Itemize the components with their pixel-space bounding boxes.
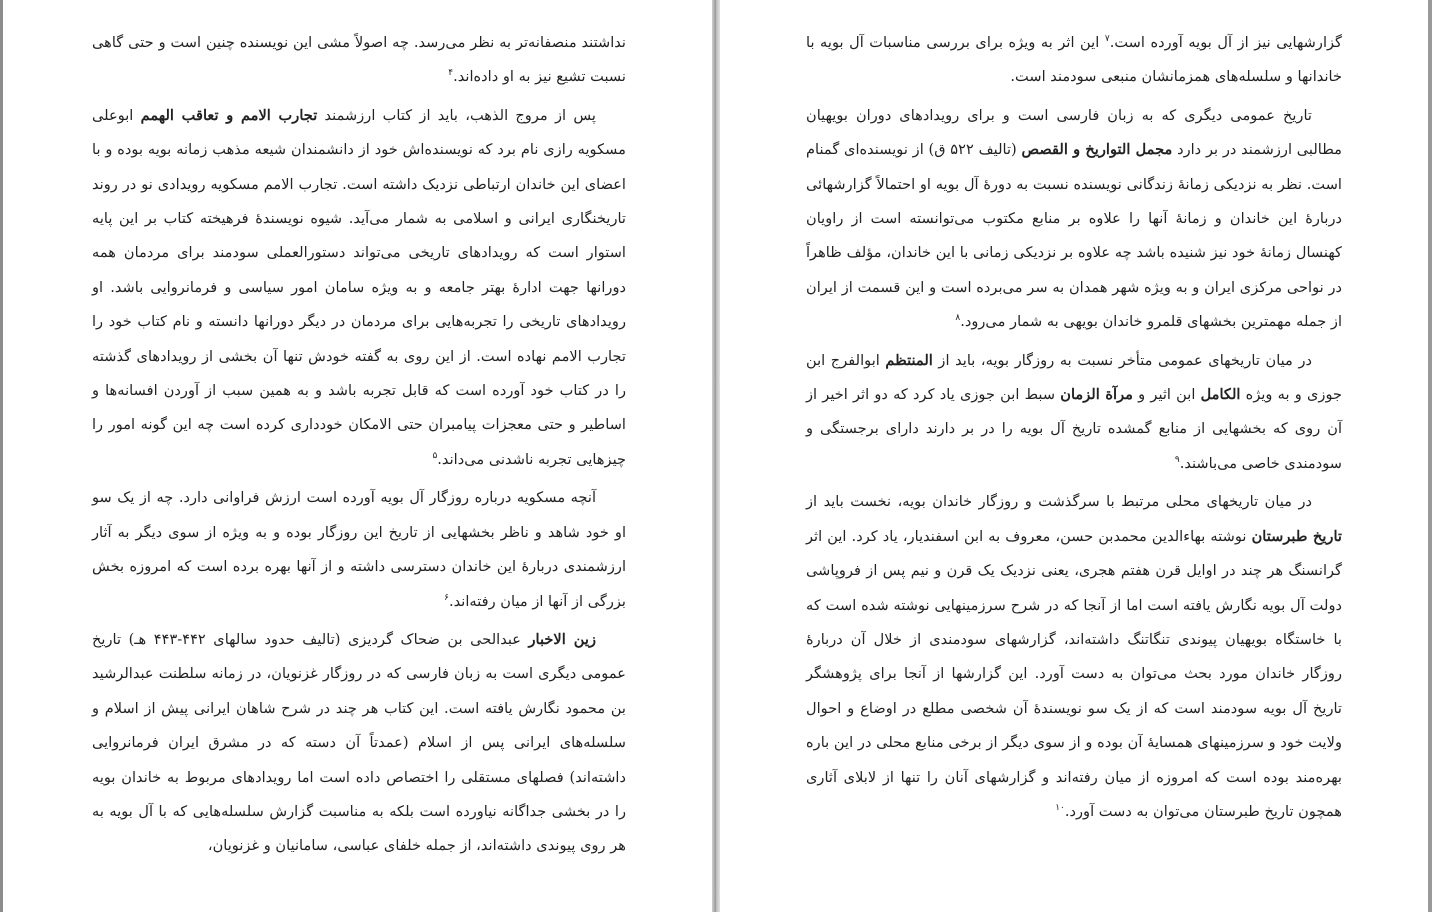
paragraph — [806, 99, 1342, 340]
text-run: این اثر به ویژه برای بررسی مناسبات آل بویه با خاندانها و سلسله‌های همزمانشان منبعی سودمند است. — [806, 34, 1342, 86]
footnote-ref: ۹ — [1174, 455, 1180, 466]
text-run: گزارشهایی نیز از آل بویه آورده است. — [1109, 34, 1343, 51]
text-run: نوشته بهاءالدین محمدبن حسن، معروف به ابن اسفندیار، یاد کرد. این اثر گرانسنگ هر چند در اوایل قرن هفتم هجری، یعنی نزدیک یک قرن و نیم پس از فروپاشی دولت آل بویه نگارش یافته است اما از آنجا که در شرح سرزمینهایی نوشته شده است که با خاستگاه بویهیان پیوندی تنگاتنگ داشته‌اند، گزارشهای سودمندی از خلال آن دربارهٔ روزگار خاندان مورد بحث می‌توان به دست آورد. این گزارشها از آنجا برای پژوهشگر تاریخ آل بویه سودمند است که از یک سو نویسندهٔ آن شخصی مطلع در اوضاع و احوال ولایت خود و سرزمینهای همسایهٔ آن بوده و از سوی دیگر از برخی منابع محلی در این باره بهره‌مند بوده است که امروزه از میان رفته‌اند و گزارشهای آنان را تنها از لابلای آثاری همچون تاریخ طبرستان می‌توان به دست آورد. — [806, 527, 1342, 820]
text-run: سبط ابن جوزی یاد کرد که دو اثر اخیر از آن روی که بخشهایی از منابع گمشده تاریخ آل بویه را در بر دارند دارای برجستگی و سودمندی خاصی می‌باشند. — [806, 386, 1342, 472]
text-run: ابوعلی مسکویه رازی نام برد که نویسنده‌اش خود از دانشمندان شیعه مذهب زمانه بویه بوده و با اعضای این خاندان ارتباطی نزدیک داشته است. تجارب الامم مسکویه رویدادی نو در روند تاریخنگاری ایرانی و اسلامی به شمار می‌آید. شیوه نویسندهٔ فرهیخته کتاب بر این پایه استوار است که رویدادهای تاریخی می‌تواند دستورالعملی سودمند برای مردمان همه دورانها جهت ادارهٔ بهتر جامعه و به ویژه سامان امور سیاسی و فرمانروایی باشد. او رویدادهای تاریخی را تجربه‌هایی برای مردمان در دیگر دورانها دانسته و نام کتاب خود را تجارب الامم نهاده است. از این روی به گفته خودش تنها آن بخشی از رویدادهای گذشته را در کتاب خود آورده است که قابل تجربه باشد و به همین سبب از آوردن افسانه‌ها و اساطیر و حتی معجزات پیامبران حتی الامکان خودداری کرده است چه این گونه امور را چیزهایی تجربه ناشدنی می‌داند. — [92, 106, 626, 468]
book-title: تجارب الامم و تعاقب الهمم — [140, 106, 318, 124]
paragraph — [92, 99, 626, 477]
footnote-ref: ۷ — [1104, 34, 1110, 45]
paragraph — [806, 485, 1342, 829]
viewer-left-edge — [0, 0, 3, 912]
footnote-ref: ۶ — [444, 592, 449, 603]
book-title: زین الاخبار — [528, 630, 596, 648]
paragraph — [92, 481, 626, 619]
footnote-ref: ۱۰ — [1055, 803, 1065, 814]
footnote-ref: ۵ — [432, 451, 438, 462]
paragraph — [806, 26, 1342, 95]
book-title: مرآة الزمان — [1060, 386, 1133, 404]
footnote-ref: ۴ — [448, 68, 454, 79]
right-page — [806, 26, 1342, 833]
text-run: ابن اثیر و — [1132, 386, 1201, 404]
left-page — [92, 26, 626, 868]
text-run: در میان تاریخهای محلی مرتبط با سرگذشت و روزگار خاندان بویه، نخست باید از — [806, 493, 1312, 511]
viewer-scrollbar-edge[interactable] — [1428, 0, 1432, 912]
book-title: تاریخ طبرستان — [1251, 527, 1342, 545]
book-title: الکامل — [1200, 386, 1241, 404]
book-title: مجمل التواریخ و القصص — [1021, 141, 1173, 159]
text-run: در میان تاریخهای عمومی متأخر نسبت به روزگار بویه، باید از — [932, 351, 1312, 369]
text-run: (تالیف ۵۲۲ ق) از نویسنده‌ای گمنام است. نظر به نزدیکی زمانهٔ زندگانی نویسنده نسبت به دورهٔ آل بویه او احتمالاً گزارشهائی دربارهٔ این خاندان و زمانهٔ آنها را علاوه بر منابع مکتوب می‌توانسته است از راویان کهنسال زمانهٔ خود نیز شنیده باشد چه علاوه بر نزدیکی زمانی با این خاندان، مؤلف ظاهراً در نواحی مرکزی ایران و به ویژه شهر همدان به سر می‌برده است و این قسمت از ایران از جمله مهمترین بخشهای قلمرو خاندان بویهی به شمار می‌رود. — [806, 141, 1342, 331]
footnote-ref: ۸ — [955, 313, 961, 324]
text-run: عبدالحی بن ضحاک گردیزی (تالیف حدود سالهای ۴۴۲-۴۴۳ هـ) تاریخ عمومی دیگری است به زبان فارسی که در روزگار غزنویان، در زمانه سلطنت عبدالرشید بن محمود نگارش یافته است. این کتاب هر چند در شرح شاهان ایرانی پیش از اسلام و سلسله‌های ایرانی پس از اسلام (عمدتاً آن دسته که در مشرق ایران فرمانروایی داشته‌اند) فصلهای مستقلی را اختصاص داده است اما رویدادهای مربوط به خاندان بویه را در بخشی جداگانه نیاورده است بلکه به مناسبت گزارش سلسله‌هایی که با آل بویه به هر روی پیوندی داشته‌اند، از جمله خلفای عباسی، سامانیان و غزنویان، — [92, 630, 626, 855]
text-run: ابوالفرج ابن جوزی و به ویژه — [806, 351, 1343, 404]
text-run: آنچه مسکویه درباره روزگار آل بویه آورده است ارزش فراوانی دارد. چه از یک سو او خود شاهد و ناظر بخشهایی از تاریخ این روزگار بوده و به ویژه از سوی دیگر به آثار ارزشمندی دربارهٔ این خاندان دسترسی داشته و از آنها بهره برده است که امروزه بخش بزرگی از آنها از میان رفته‌اند. — [92, 489, 626, 610]
paragraph — [806, 344, 1342, 482]
paragraph — [92, 623, 626, 864]
paragraph — [92, 26, 626, 95]
book-title: المنتظم — [885, 351, 933, 369]
text-run: نداشتند منصفانه‌تر به نظر می‌رسد. چه اصولاً مشی این نویسنده چنین است و حتی گاهی نسبت تشیع نیز به او داده‌اند. — [92, 34, 626, 86]
page-spine-divider — [712, 0, 720, 912]
text-run: تاریخ عمومی دیگری که به زبان فارسی است و برای رویدادهای دوران بویهیان مطالبی ارزشمند در بر دارد — [806, 106, 1343, 159]
text-run: پس از مروج الذهب، باید از کتاب ارزشمند — [317, 106, 596, 124]
